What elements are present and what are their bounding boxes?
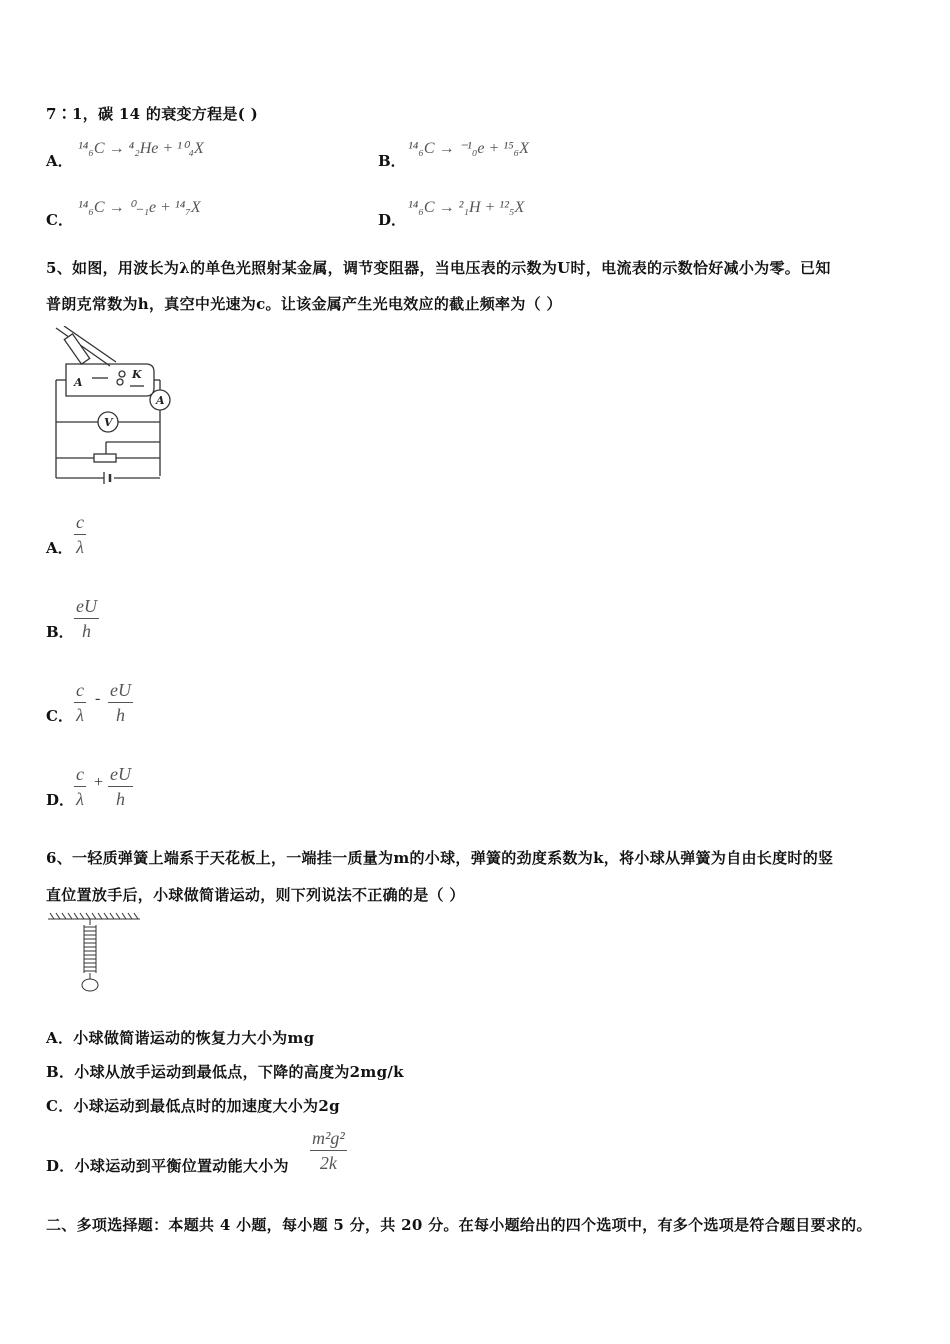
q6-option-c[interactable] bbox=[46, 1095, 340, 1116]
q5-option-c-fraction1 bbox=[74, 680, 86, 725]
q4-option-b-text: ¹⁴₆C → ⁻¹₀e + ¹⁵₆X bbox=[408, 140, 529, 157]
q5-option-b-fraction bbox=[74, 596, 99, 641]
q4-option-d-label[interactable]: D． bbox=[378, 211, 407, 229]
q5-option-c-operator: - bbox=[95, 690, 101, 707]
q6-option-c-text: 小球运动到最低点时的加速度大小为2g bbox=[73, 1097, 340, 1115]
q4-option-b-expr bbox=[408, 137, 529, 158]
q5-option-a-num: c bbox=[74, 512, 86, 535]
q4-option-d-expr bbox=[408, 196, 524, 217]
q4-option-c-expr bbox=[78, 196, 201, 217]
q5-figure-voltmeter-label: V bbox=[104, 416, 113, 429]
q5-option-b-den: h bbox=[82, 621, 91, 641]
q5-option-d-num1: c bbox=[74, 764, 86, 787]
q5-option-c-num1: c bbox=[74, 680, 86, 703]
q5-option-b-label[interactable]: B． bbox=[46, 623, 74, 641]
q5-figure-ammeter-label: A bbox=[156, 394, 165, 407]
q5-option-b-num: eU bbox=[74, 596, 99, 619]
section2-heading: 二、多项选择题：本题共 4 小题，每小题 5 分，共 20 分。在每小题给出的四个选项中，有多个选项是符合题目要求的。 bbox=[46, 1216, 872, 1234]
q5-option-d-den1: λ bbox=[76, 789, 84, 809]
q5-option-a-label[interactable]: A． bbox=[46, 539, 73, 557]
q6-spring-figure bbox=[46, 911, 142, 993]
q4-option-c-label[interactable]: C． bbox=[46, 211, 73, 229]
q6-option-d-text: 小球运动到平衡位置动能大小为 bbox=[74, 1157, 289, 1175]
q4-option-d-text: ¹⁴₆C → ²₁H + ¹²₅X bbox=[408, 199, 525, 216]
q6-stem-line2: 直位置放手后，小球做简谐运动，则下列说法不正确的是（ ） bbox=[46, 886, 465, 904]
q6-option-b[interactable] bbox=[46, 1061, 404, 1082]
q6-option-d[interactable] bbox=[46, 1155, 289, 1176]
q6-option-b-text: 小球从放手运动到最低点，下降的高度为2mg/k bbox=[74, 1063, 404, 1081]
q4-option-c-text: ¹⁴₆C → ⁰₋₁e + ¹⁴₇X bbox=[78, 199, 201, 216]
q5-option-c-den1: λ bbox=[76, 705, 84, 725]
q4-option-a-expr bbox=[78, 137, 204, 158]
q6-option-a-label: A． bbox=[46, 1029, 74, 1047]
q5-option-c-den2: h bbox=[116, 705, 125, 725]
q6-option-d-den: 2k bbox=[319, 1153, 337, 1173]
q4-option-b-label[interactable]: B． bbox=[378, 152, 406, 170]
q6-option-d-label: D． bbox=[46, 1157, 75, 1175]
q5-stem-line1: 5、如图，用波长为λ的单色光照射某金属，调节变阻器，当电压表的示数为U时，电流表的示数恰好减小为零。已知 bbox=[46, 259, 831, 277]
q5-option-d-fraction2 bbox=[108, 764, 133, 809]
q5-photoelectric-circuit-figure bbox=[46, 326, 182, 488]
q5-figure-anode-label: A bbox=[74, 376, 83, 389]
q5-option-c-num2: eU bbox=[108, 680, 133, 703]
q5-option-d-num2: eU bbox=[108, 764, 133, 787]
q4-stem: 7∶1，碳 14 的衰变方程是( ) bbox=[46, 105, 259, 123]
q6-option-b-label: B． bbox=[46, 1063, 75, 1081]
q5-option-d-operator: + bbox=[94, 774, 104, 791]
q5-option-a-fraction bbox=[74, 512, 86, 557]
q5-option-d-label[interactable]: D． bbox=[46, 791, 75, 809]
q6-stem-line1: 6、一轻质弹簧上端系于天花板上，一端挂一质量为m的小球，弹簧的劲度系数为k，将小球从弹簧为自由长度时的竖 bbox=[46, 849, 834, 867]
q4-option-a-text: ¹⁴₆C → ⁴₂He + ¹⁰₄X bbox=[78, 140, 204, 157]
q5-option-a-den: λ bbox=[76, 537, 84, 557]
q6-option-d-fraction bbox=[310, 1128, 347, 1173]
q5-stem-line2: 普朗克常数为h，真空中光速为c。让该金属产生光电效应的截止频率为（ ） bbox=[46, 295, 562, 313]
q6-option-a-text: 小球做简谐运动的恢复力大小为mg bbox=[73, 1029, 315, 1047]
q5-option-c-label[interactable]: C． bbox=[46, 707, 73, 725]
q5-option-d-fraction1 bbox=[74, 764, 86, 809]
q5-figure-cathode-label: K bbox=[132, 368, 142, 381]
q5-option-c-fraction2 bbox=[108, 680, 133, 725]
q6-option-a[interactable] bbox=[46, 1027, 314, 1048]
q5-option-d-den2: h bbox=[116, 789, 125, 809]
q6-option-c-label: C． bbox=[46, 1097, 74, 1115]
q6-option-d-num: m²g² bbox=[310, 1128, 347, 1151]
q4-option-a-label[interactable]: A． bbox=[46, 152, 73, 170]
